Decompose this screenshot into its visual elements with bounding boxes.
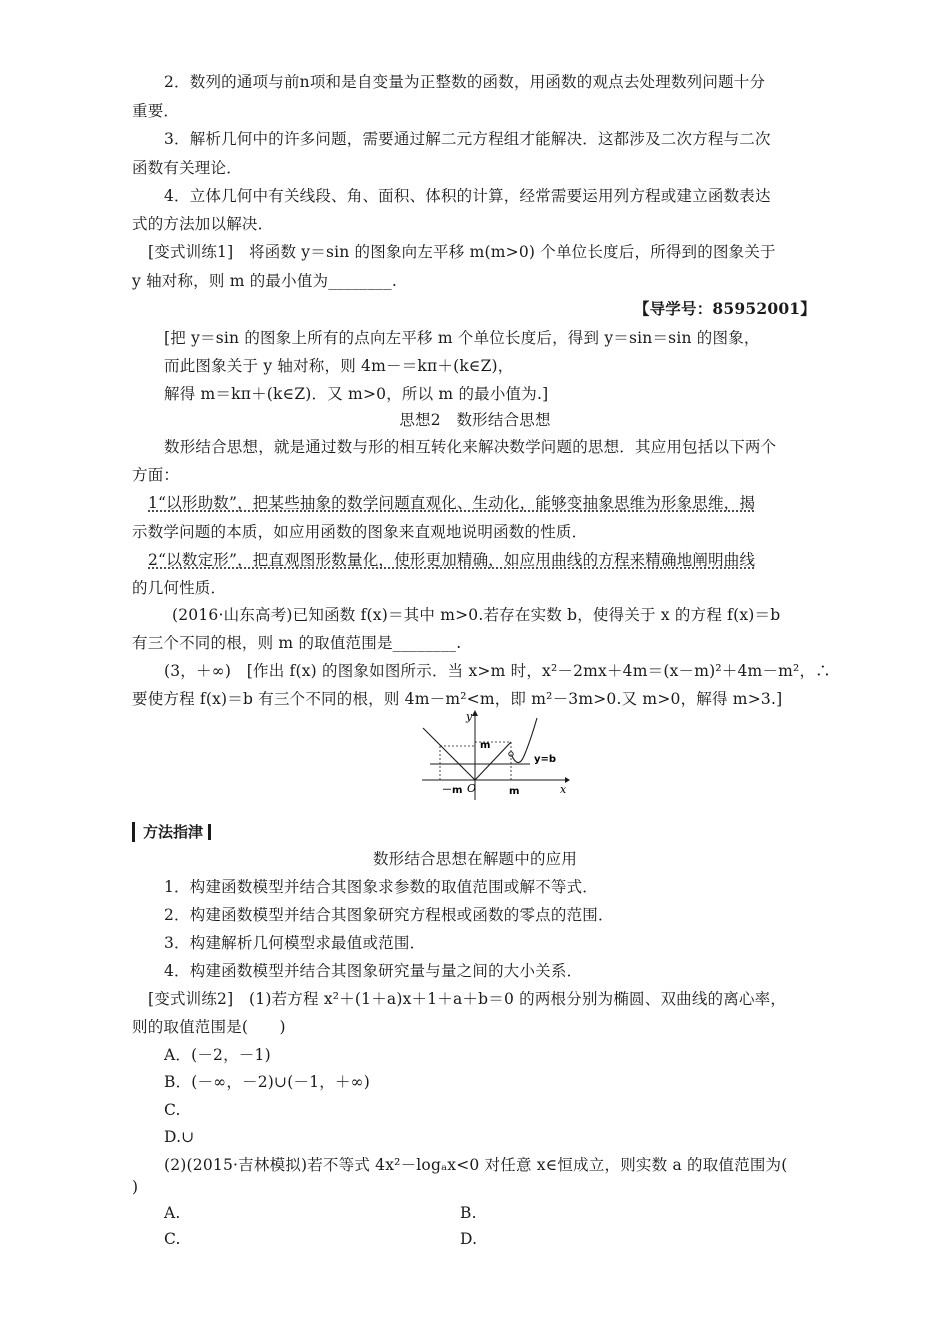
method-item: 1．构建函数模型并结合其图象求参数的取值范围或解不等式．	[164, 878, 598, 896]
guide-number: 【导学号：85952001】	[633, 299, 816, 318]
example-solution: (3，＋∞) [作出 f(x) 的图象如图所示．当 x>m 时，x²－2mx＋4m＝(x－m)²＋4m－m²，∴	[164, 662, 831, 680]
text-line: 方面：	[132, 466, 180, 484]
text-line: 2．数列的通项与前n项和是自变量为正整数的函数，用函数的观点去处理数列问题十分	[164, 73, 766, 91]
method-item: 4．构建函数模型并结合其图象研究量与量之间的大小关系．	[164, 962, 583, 980]
x-axis-label: x	[560, 783, 567, 796]
method-guide-tag: 方法指津	[132, 822, 203, 842]
option-d: D.∪	[164, 1128, 195, 1146]
example-solution: 要使方程 f(x)＝b 有三个不同的根，则 4m－m²<m，即 m²－3m>0.又 m>0，解得 m>3.]	[132, 690, 783, 708]
subsection-heading: 数形结合思想在解题中的应用	[372, 850, 578, 868]
solution-line: [把 y＝sin 的图象上所有的点向左平移 m 个单位长度后，得到 y＝sin＝sin 的图象，	[164, 329, 760, 347]
example-problem: 有三个不同的根，则 m 的取值范围是________.	[132, 634, 462, 652]
y-axis-arrow-icon	[472, 710, 478, 716]
text-line: 3．解析几何中的许多问题，需要通过解二元方程组才能解决．这都涉及二次方程与二次	[164, 130, 771, 148]
m-label: m	[509, 786, 520, 797]
option-c: C.	[164, 1101, 181, 1119]
option-b: B．(－∞，－2)∪(－1，＋∞)	[164, 1073, 371, 1091]
exercise-1-prompt: [变式训练1] 将函数 y＝sin 的图象向左平移 m(m>0) 个单位长度后，所得到的图象关于	[148, 243, 776, 261]
option-c: C.	[164, 1230, 181, 1248]
text-line: 重要．	[132, 102, 180, 120]
function-graph-figure	[420, 710, 570, 800]
method-item: 3．构建解析几何模型求最值或范围．	[164, 934, 426, 952]
abs-value-curve	[423, 728, 511, 780]
section-heading: 思想2 数形结合思想	[399, 411, 551, 429]
text-line: 的几何性质．	[132, 579, 227, 597]
y-equals-b-label: y=b	[534, 754, 557, 765]
option-d: D.	[460, 1230, 478, 1248]
y-axis-label: y	[466, 710, 473, 723]
text-line: 函数有关理论．	[132, 159, 242, 177]
text-line: 数形结合思想，就是通过数与形的相互转化来解决数学问题的思想．其应用包括以下两个	[164, 438, 777, 456]
exercise-1-blank: y 轴对称，则 m 的最小值为________.	[132, 272, 397, 290]
option-b: B.	[460, 1204, 477, 1222]
solution-line: 解得 m＝kπ＋(k∈Z)．又 m>0，所以 m 的最小值为.]	[164, 385, 549, 403]
text-line: 式的方法加以解决．	[132, 215, 274, 233]
method-item: 2．构建函数模型并结合其图象研究方程根或函数的零点的范围．	[164, 906, 614, 924]
text-line: 示数学问题的本质，如应用函数的图象来直观地说明函数的性质．	[132, 523, 588, 541]
text-line: 1“以形助数”，把某些抽象的数学问题直观化、生动化，能够变抽象思维为形象思维，揭	[148, 494, 756, 512]
option-a: A.	[164, 1204, 181, 1222]
example-problem: (2016·山东高考)已知函数 f(x)＝其中 m>0.若存在实数 b，使得关于 x 的方程 f(x)＝b	[172, 606, 781, 624]
solution-line: 而此图象关于 y 轴对称，则 4m－＝kπ＋(k∈Z)，	[164, 357, 514, 375]
exercise-2-part-2: (2)(2015·吉林模拟)若不等式 4x²－logₐx<0 对任意 x∈恒成立，则实数 a 的取值范围为(	[164, 1156, 788, 1174]
text-line: 4．立体几何中有关线段、角、面积、体积的计算，经常需要运用列方程或建立函数表达	[164, 187, 771, 205]
m-height-label: m	[480, 740, 491, 751]
exercise-2-prompt: 则的取值范围是( )	[132, 1018, 286, 1036]
neg-m-label: －m	[442, 785, 463, 796]
exercise-2-part-2: )	[132, 1178, 139, 1196]
option-a: A．(－2，－1)	[164, 1046, 271, 1064]
text-line: 2“以数定形”，把直观图形数量化，使形更加精确，如应用曲线的方程来精确地阐明曲线	[148, 551, 756, 569]
exercise-2-prompt: [变式训练2] (1)若方程 x²＋(1＋a)x＋1＋a＋b＝0 的两根分别为椭圆、双曲线的离心率，	[148, 990, 787, 1008]
origin-label: O	[467, 782, 477, 795]
